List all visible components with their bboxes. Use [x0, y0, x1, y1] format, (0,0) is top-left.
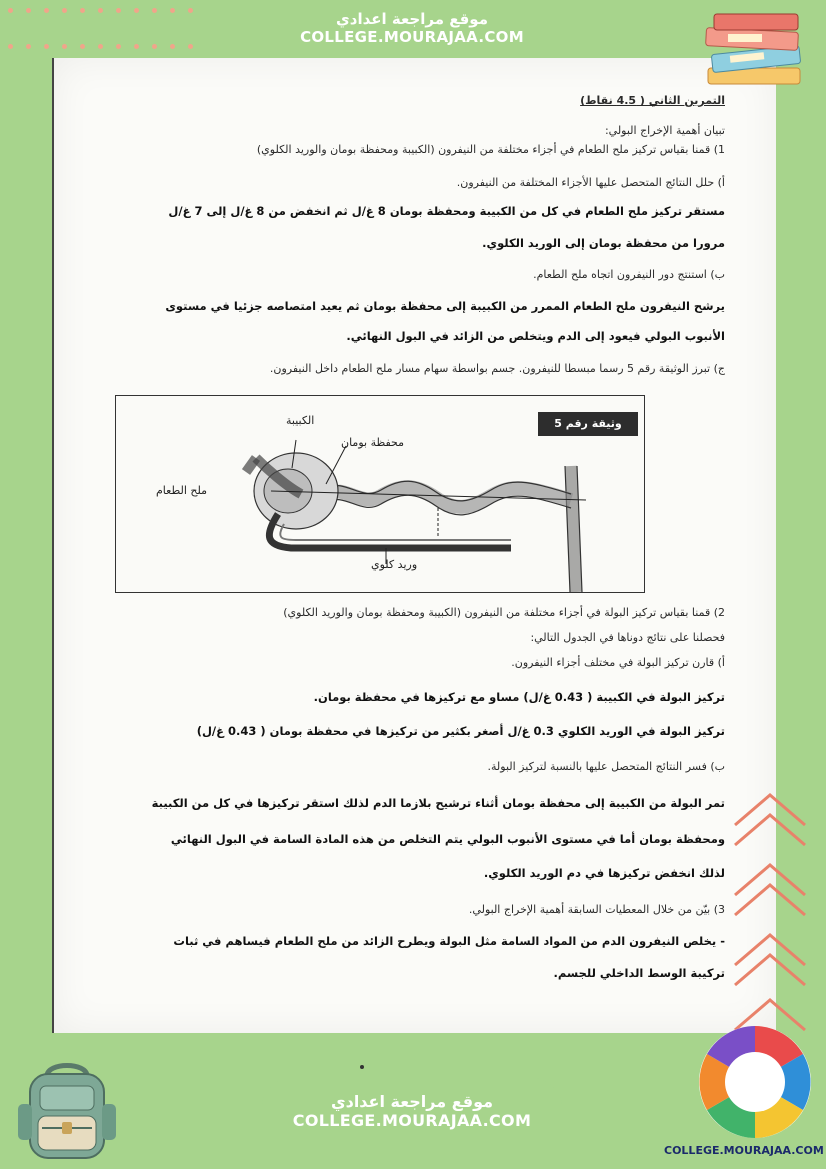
- site-name-arabic-footer: موقع مراجعة اعدادي: [330, 1092, 494, 1111]
- page-mark: [360, 1065, 364, 1069]
- answer-2b-line-2: ومحفظة بومان أما في مستوى الأنبوب البولي يتم التخلص من هذه المادة السامة في البول النهائي: [170, 832, 725, 846]
- site-logo-label: COLLEGE.MOURAJAA.COM: [664, 1144, 824, 1157]
- decorative-dot: [170, 8, 175, 13]
- question-1c: ج) تبرز الوثيقة رقم 5 رسما مبسطا للنيفرون. جسم بواسطة سهام مسار ملح الطعام داخل النيفرون.: [269, 362, 725, 375]
- answer-2b-line-1: تمر البولة من الكبيبة إلى محفظة بومان أثناء ترشيح بلازما الدم لذلك استقر تركيزها في كل من الكبيبة: [151, 796, 725, 810]
- site-banner-bottom[interactable]: [262, 1078, 562, 1169]
- backpack-icon: [12, 1058, 122, 1163]
- decorative-dot: [134, 44, 139, 49]
- question-3: 3) بيّن من خلال المعطيات السابقة أهمية الإخراج البولي.: [468, 903, 725, 916]
- decorative-dot: [116, 44, 121, 49]
- decorative-dot: [44, 44, 49, 49]
- answer-2a-line-1: تركيز البولة في الكبيبة ( 0.43 غ/ل) مساو مع تركيزها في محفظة بومان.: [313, 690, 725, 704]
- site-url: COLLEGE.MOURAJAA.COM: [300, 28, 524, 46]
- decorative-dot: [152, 44, 157, 49]
- question-1: 1) قمنا بقياس تركيز ملح الطعام في أجزاء مختلفة من النيفرون (الكبيبة ومحفظة بومان والوريد الكلوي): [256, 143, 725, 156]
- decorative-dot: [8, 44, 13, 49]
- document-5-figure: [115, 395, 645, 593]
- decorative-dot: [98, 44, 103, 49]
- document-5-badge: وثيقة رقم 5: [538, 412, 638, 436]
- site-name-arabic: موقع مراجعة اعدادي: [336, 10, 488, 28]
- question-2-continued: فحصلنا على نتائج دوناها في الجدول التالي:: [530, 631, 725, 644]
- decorative-dot: [170, 44, 175, 49]
- question-2a: أ) قارن تركيز البولة في مختلف أجزاء النيفرون.: [511, 656, 725, 669]
- answer-1a-line-2: مرورا من محفظة بومان إلى الوريد الكلوي.: [482, 236, 725, 250]
- answer-2a-line-2: تركيز البولة في الوريد الكلوي 0.3 غ/ل أصغر بكثير من تركيزها في محفظة بومان ( 0.43 غ/ل): [196, 724, 725, 738]
- decorative-dot: [80, 8, 85, 13]
- label-bowman-capsule: محفظة بومان: [341, 436, 405, 449]
- label-renal-vein: وريد كلوي: [371, 558, 418, 571]
- decorative-dot: [44, 8, 49, 13]
- answer-2b-line-3: لذلك انخفض تركيزها في دم الوريد الكلوي.: [483, 866, 725, 880]
- decorative-dot: [116, 8, 121, 13]
- question-2: 2) قمنا بقياس تركيز البولة في أجزاء مختلفة من النيفرون (الكبيبة ومحفظة بومان والوريد الكلوي): [283, 606, 725, 619]
- exercise-intro: تبيان أهمية الإخراج البولي:: [604, 124, 725, 137]
- site-banner-top[interactable]: [262, 0, 562, 58]
- label-glomerulus: الكبيبة: [286, 414, 315, 427]
- decorative-dot: [152, 8, 157, 13]
- decorative-dot: [62, 44, 67, 49]
- decorative-dot: [188, 44, 193, 49]
- decorative-dot: [98, 8, 103, 13]
- exercise-title: التمرين الثاني ( 4.5 نقاط): [580, 94, 725, 107]
- question-2b: ب) فسر النتائج المتحصل عليها بالنسبة لتركيز البولة.: [487, 760, 725, 773]
- answer-1a-line-1: مستقر تركيز ملح الطعام في كل من الكبيبة ومحفظة بومان 8 غ/ل ثم انخفض من 8 غ/ل إلى 7 غ/ل: [168, 204, 725, 218]
- answer-1b-line-1: يرشح النيفرون ملح الطعام الممرر من الكبيبة إلى محفظة بومان ثم يعيد امتصاصه جزئيا في مستوى: [165, 299, 725, 313]
- answer-1b-line-2: الأنبوب البولي فيعود إلى الدم ويتخلص من الزائد في البول النهائي.: [346, 329, 725, 343]
- decorative-dot: [134, 8, 139, 13]
- decorative-dots: [8, 4, 208, 54]
- site-logo-icon[interactable]: [695, 1022, 815, 1142]
- question-1a: أ) حلل النتائج المتحصل عليها الأجزاء المختلفة من النيفرون.: [456, 176, 725, 189]
- decorative-dot: [26, 44, 31, 49]
- decorative-dot: [188, 8, 193, 13]
- decorative-dot: [8, 8, 13, 13]
- answer-3-line-1: - يخلص النيفرون الدم من المواد السامة مثل البولة ويطرح الزائد من ملح الطعام فيساهم في ثبات: [173, 934, 725, 948]
- decorative-dot: [62, 8, 67, 13]
- chevron-decoration-icon: [720, 790, 820, 1040]
- decorative-dot: [80, 44, 85, 49]
- question-1b: ب) استنتج دور النيفرون اتجاه ملح الطعام.: [533, 268, 725, 281]
- label-salt: ملح الطعام: [156, 484, 208, 497]
- books-icon: [700, 10, 810, 95]
- decorative-dot: [26, 8, 31, 13]
- site-url-footer: COLLEGE.MOURAJAA.COM: [292, 1111, 532, 1130]
- renal-vein-vertical: [565, 466, 582, 592]
- answer-3-line-2: تركيبة الوسط الداخلي للجسم.: [553, 966, 725, 980]
